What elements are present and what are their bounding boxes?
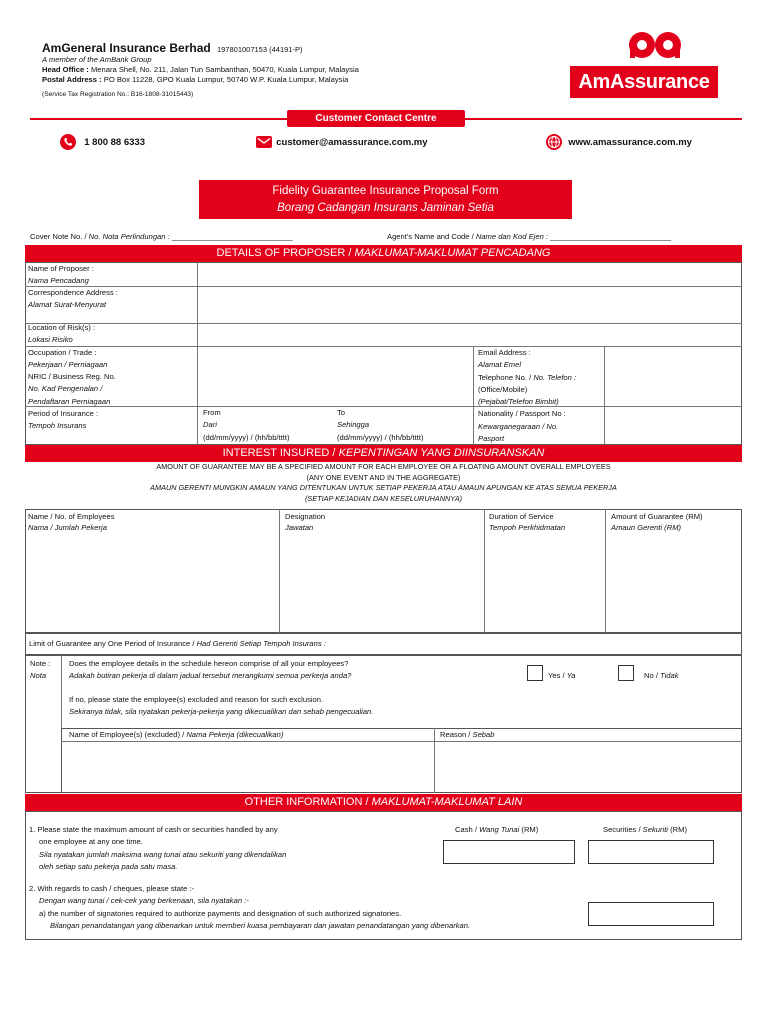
company-name: AmGeneral Insurance Berhad: [42, 41, 211, 55]
question-2: [29, 883, 470, 932]
excluded-q-malay: Sekiranya tidak, sila nyatakan pekerja-pekerja yang dikecualikan dan sebab pengecualian.: [69, 707, 374, 717]
no-malay: Tidak: [660, 671, 679, 680]
from-malay: Dari: [203, 420, 217, 430]
interest-note-3: AMAUN GERENTI MUNGKIN AMAUN YANG DITENTUKAN UNTUK SETIAP PEKERJA ATAU AMAUN APUNGAN KE ATAS SEMUA PEKERJA: [150, 483, 617, 493]
no-checkbox[interactable]: [618, 665, 634, 681]
q1-malay-2: oleh setiap satu pekerja pada satu masa.: [39, 861, 178, 871]
period-malay: Tempoh Insurans: [28, 421, 87, 431]
location-label: [28, 322, 116, 433]
q1-line-2: one employee at any one time.: [39, 837, 143, 847]
occupation-en: Occupation / Trade :: [28, 347, 97, 357]
col-duration-en: Duration of Service: [489, 512, 554, 521]
securities-unit: (RM): [668, 825, 687, 834]
telephone-malay: No. Telefon :: [533, 372, 577, 382]
proposer-heading-malay: MAKLUMAT-MAKLUMAT PENCADANG: [354, 247, 551, 259]
form-title-malay: Borang Cadangan Insurans Jaminan Setia: [277, 202, 494, 214]
col-duration-malay: Tempoh Perkhidmatan: [489, 523, 566, 532]
q1-malay-1: Sila nyatakan jumlah maksima wang tunai atau sekuriti yang dikendalikan: [39, 849, 287, 859]
name-malay: Nama Pencadang: [28, 276, 89, 286]
note-label: [30, 658, 50, 683]
nric-malay-1: No. Kad Pengenalan /: [28, 384, 103, 394]
nationality-malay-2: Pasport: [478, 434, 505, 444]
securities-input[interactable]: [588, 840, 714, 864]
website-contact[interactable]: [546, 134, 692, 150]
logo-text: AmAssurance: [578, 71, 710, 93]
name-of-proposer-label: [28, 263, 94, 288]
cover-note-blank[interactable]: ______________________________: [171, 232, 293, 241]
note-label-en: Note :: [30, 659, 51, 668]
row-divider: [25, 286, 742, 287]
other-heading-en: OTHER INFORMATION /: [244, 796, 372, 808]
col-designation-en: Designation: [285, 512, 326, 521]
excluded-col-divider: [434, 728, 435, 793]
nric-en: NRIC / Business Reg. No.: [28, 372, 116, 382]
other-heading-malay: MAKLUMAT-MAKLUMAT LAIN: [371, 796, 523, 808]
row-divider: [25, 346, 742, 347]
q2a-en: a) the number of signatories required to authorize payments and designation of such authorized signatories.: [39, 908, 402, 918]
securities-malay: Sekuriti: [642, 825, 668, 834]
question-malay: Adakah butiran pekerja di dalam jadual tersebut merangkumi semua perkerja anda?: [69, 671, 352, 681]
form-title-band: [199, 180, 572, 219]
from-en: From: [203, 408, 221, 417]
limit-malay: Had Gerenti Setiap Tempoh Insurans :: [196, 639, 326, 648]
nationality-malay-1: Kewarganegaraan / No.: [478, 421, 559, 431]
phone-number: 1 800 88 6333: [84, 136, 145, 148]
contact-details-labels: [478, 347, 576, 445]
cover-note-line: [30, 232, 293, 241]
interest-heading-malay: KEPENTINGAN YANG DIINSURANSKAN: [338, 447, 545, 459]
telephone-en: Telephone No. /: [478, 372, 534, 382]
q1-line-1: 1. Please state the maximum amount of cash or securities handled by any: [29, 825, 278, 834]
interest-heading-en: INTEREST INSURED /: [222, 447, 339, 459]
agent-label: Agent's Name and Code /: [387, 232, 476, 241]
col-divider: [279, 509, 280, 633]
cash-en: Cash /: [455, 825, 480, 834]
form-title: Fidelity Guarantee Insurance Proposal Form: [272, 185, 499, 197]
email-en: Email Address :: [478, 348, 531, 357]
col-amount-malay: Amaun Gerenti (RM): [611, 523, 682, 532]
col-divider: [605, 509, 606, 633]
interest-heading: [25, 445, 742, 462]
col-designation-malay: Jawatan: [285, 523, 314, 532]
cash-input[interactable]: [443, 840, 575, 864]
interest-note-4: (SETIAP KEJADIAN DAN KESELURUHANNYA): [304, 494, 463, 504]
no-en: No /: [644, 671, 661, 680]
col-employees-malay: Nama / Jumlah Pekerja: [28, 523, 107, 532]
telephone-type: (Office/Mobile): [478, 384, 528, 394]
question-1: [29, 824, 286, 873]
location-en: Location of Risk(s) :: [28, 323, 96, 332]
securities-label: [603, 824, 687, 836]
yes-en: Yes /: [548, 671, 567, 680]
interest-note-2: (ANY ONE EVENT AND IN THE AGGREGATE): [306, 472, 461, 482]
phone-icon: [60, 134, 76, 150]
col-employees-en: Name / No. of Employees: [28, 512, 115, 521]
reason-en: Reason /: [440, 730, 473, 739]
question-en: Does the employee details in the schedule hereon comprise of all your employees?: [69, 659, 349, 668]
col-divider: [604, 346, 605, 445]
reason-header: [440, 729, 494, 741]
yes-label: [548, 670, 575, 682]
from-format: (dd/mm/yyyy) / (hh/bb/tttt): [203, 432, 290, 442]
note-label-malay: Nota: [30, 671, 47, 681]
agent-blank[interactable]: ______________________________: [550, 232, 671, 241]
website-url: www.amassurance.com.my: [568, 136, 692, 148]
head-office-label: Head Office :: [42, 65, 89, 74]
email-contact[interactable]: [256, 134, 428, 150]
correspondence-label: [28, 287, 118, 312]
cover-note-label-malay: No. Nota Perlindungan :: [88, 232, 170, 241]
proposer-heading: [25, 245, 742, 262]
location-malay: Lokasi Risiko: [28, 335, 73, 345]
col-header-duration: [489, 511, 565, 533]
agent-label-malay: Name dan Kod Ejen :: [475, 232, 549, 241]
nationality-en: Nationality / Passport No :: [478, 409, 566, 419]
proposer-heading-en: DETAILS OF PROPOSER /: [216, 247, 355, 259]
agent-line: [387, 232, 671, 241]
securities-en: Securities /: [603, 825, 643, 834]
company-reg: 197801007153 (44191-P): [216, 45, 303, 54]
correspondence-malay: Alamat Surat-Menyurat: [28, 300, 107, 310]
col-divider: [473, 346, 474, 445]
email-address: customer@amassurance.com.my: [276, 136, 428, 148]
period-to[interactable]: [337, 407, 424, 444]
proposer-col-divider: [197, 262, 198, 445]
phone-contact[interactable]: [60, 134, 145, 150]
amassurance-logo: [568, 28, 720, 100]
q2-en: 2. With regards to cash / cheques, please state :-: [29, 884, 195, 893]
to-format: (dd/mm/yyyy) / (hh/bb/tttt): [337, 432, 424, 442]
col-divider: [484, 509, 485, 633]
telephone-type-malay: (Pejabat/Telefon Bimbit): [478, 397, 559, 407]
to-en: To: [337, 408, 346, 417]
excluded-q-en: If no, please state the employee(s) excluded and reason for such exclusion.: [69, 695, 324, 704]
contact-centre-title: Customer Contact Centre: [287, 110, 465, 127]
cash-malay: Wang Tunai: [479, 825, 520, 834]
excluded-name-malay: Nama Pekerja (dikecualikan): [186, 730, 284, 739]
name-en: Name of Proposer :: [28, 264, 94, 273]
reason-malay: Sebab: [472, 730, 495, 739]
yes-checkbox[interactable]: [527, 665, 543, 681]
col-amount-en: Amount of Guarantee (RM): [611, 512, 703, 521]
occupation-malay: Pekerjaan / Perniagaan: [28, 359, 108, 369]
interest-note: [25, 462, 742, 505]
col-header-amount: [611, 511, 703, 533]
interest-note-1: AMOUNT OF GUARANTEE MAY BE A SPECIFIED AMOUNT FOR EACH EMPLOYEE OR A FLOATING AMOUNT OVERALL EMPLOYEES: [156, 462, 611, 471]
company-header: [42, 41, 562, 98]
excluded-name-en: Name of Employee(s) (excluded) /: [69, 730, 187, 739]
col-header-designation: [285, 511, 325, 533]
q2a-malay: Bilangan penandatangan yang dibenarkan untuk memberi kuasa pembayaran dan jawatan penandatangan yang dibenarkan.: [50, 920, 471, 930]
signatories-input[interactable]: [588, 902, 714, 926]
cash-unit: (RM): [519, 825, 539, 834]
excluded-question: [69, 694, 373, 719]
cover-note-label: Cover Note No. /: [30, 232, 89, 241]
correspondence-en: Correspondence Address :: [28, 288, 118, 297]
no-label: [644, 670, 679, 682]
to-malay: Sehingga: [337, 420, 370, 430]
other-heading: [25, 794, 742, 811]
row-divider: [25, 323, 742, 324]
col-header-employees: [28, 511, 115, 533]
postal-address: PO Box 11228, GPO Kuala Lumpur, 50740 W.P. Kuala Lumpur, Malaysia: [103, 75, 349, 84]
limit-label: [29, 638, 326, 650]
service-tax: (Service Tax Registration No.: B16-1808-31015443): [42, 91, 194, 98]
period-from[interactable]: [203, 407, 290, 444]
postal-label: Postal Address :: [42, 75, 102, 84]
employee-question: [69, 658, 351, 683]
email-malay: Alamat Emel: [478, 360, 522, 370]
globe-icon: [546, 134, 562, 150]
q2-malay: Dengan wang tunai / cek-cek yang berkenaan, sila nyatakan :-: [39, 896, 249, 906]
cash-label: [455, 824, 538, 836]
excluded-name-header: [69, 729, 283, 741]
yes-malay: Ya: [566, 671, 576, 680]
envelope-icon: [256, 134, 272, 150]
head-office-address: Menara Shell, No. 211, Jalan Tun Sambanthan, 50470, Kuala Lumpur, Malaysia: [90, 65, 359, 74]
limit-en: Limit of Guarantee any One Period of Insurance /: [29, 639, 197, 648]
period-en: Period of Insurance :: [28, 409, 99, 419]
nric-malay-2: Pendaftaran Perniagaan: [28, 396, 111, 406]
company-member: A member of the AmBank Group: [42, 55, 152, 64]
